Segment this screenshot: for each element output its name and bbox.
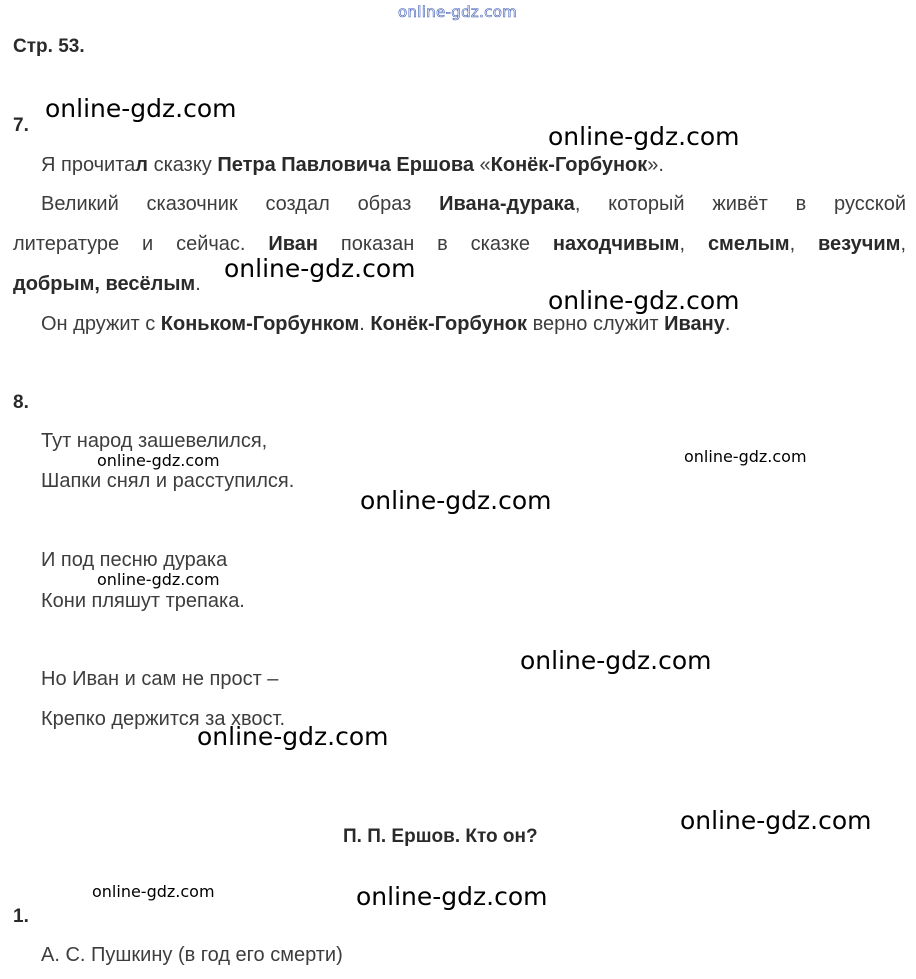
page-reference: Стр. 53. [13, 36, 85, 57]
task-8-number: 8. [13, 392, 29, 413]
poem-line: Шапки снял и расступился. [41, 470, 295, 492]
watermark: online-gdz.com [97, 570, 220, 589]
word: русской [834, 193, 906, 215]
word-group [818, 233, 906, 255]
watermark: online-gdz.com [684, 447, 807, 466]
word: который [608, 193, 685, 215]
task-1-answer: А. С. Пушкину (в год его смерти) [41, 944, 343, 966]
text-fragment-bold: Ивану [664, 313, 725, 335]
watermark: online-gdz.com [45, 94, 237, 123]
watermark: online-gdz.com [356, 882, 548, 911]
word-group [708, 233, 795, 255]
watermark: online-gdz.com [97, 451, 220, 470]
watermark: online-gdz.com [92, 882, 215, 901]
comma: , [789, 233, 796, 255]
text-fragment: . [724, 313, 731, 335]
watermark: online-gdz.com [224, 254, 416, 283]
text-fragment-bold: добрым, весёлым [13, 273, 196, 295]
tale-title: Конёк-Горбунок [490, 154, 648, 176]
task-7-line-4 [13, 272, 201, 296]
text-fragment: Я прочита [41, 154, 136, 176]
word: в [795, 193, 807, 215]
text-fragment: верно служит [527, 313, 665, 335]
poem-line: Кони пляшут трепака. [41, 590, 245, 612]
word: сказочник [146, 193, 238, 215]
poem-line: И под песню дурака [41, 549, 228, 571]
poem-line: Крепко держится за хвост. [41, 708, 286, 730]
word-bold: Иван [268, 233, 318, 255]
watermark: online-gdz.com [360, 486, 552, 515]
word-bold: смелым [707, 233, 790, 255]
word-bold: Ивана-дурака [439, 193, 575, 215]
poem-line: Тут народ зашевелился, [41, 430, 268, 452]
text-fragment-bold: Коньком-Горбунком [160, 313, 360, 335]
word: живёт [712, 193, 768, 215]
watermark: online-gdz.com [520, 646, 712, 675]
word-bold: везучим [818, 233, 901, 255]
watermark-top: online-gdz.com [398, 3, 518, 21]
word: сказке [470, 233, 531, 255]
text-fragment: сказку [148, 154, 218, 176]
watermark: online-gdz.com [680, 806, 872, 835]
word: Великий [41, 193, 119, 215]
word: литературе [13, 233, 120, 255]
comma: , [900, 233, 906, 255]
text-fragment: Он дружит с [41, 313, 161, 335]
watermark: online-gdz.com [548, 286, 740, 315]
word: и [142, 233, 154, 255]
author-name: Петра Павловича Ершова [217, 154, 474, 176]
text-fragment-bold: л [135, 154, 149, 176]
task-7-line-2 [41, 192, 906, 216]
watermark: online-gdz.com [548, 122, 740, 151]
word: показан [340, 233, 415, 255]
word: создал [265, 193, 330, 215]
text-fragment: ». [647, 154, 664, 176]
text-fragment: . [359, 313, 371, 335]
word-group [553, 233, 685, 255]
text-fragment: « [473, 154, 491, 176]
task-7-number: 7. [13, 115, 29, 136]
word: сейчас. [176, 233, 246, 255]
poem-line: Но Иван и сам не прост – [41, 668, 279, 690]
task-7-line-3 [13, 232, 906, 256]
comma: , [679, 233, 686, 255]
task-1-number: 1. [13, 906, 29, 927]
task-7-line-1 [41, 153, 664, 177]
text-fragment: . [195, 273, 201, 295]
watermark: online-gdz.com [197, 722, 389, 751]
word: в [437, 233, 448, 255]
comma: , [574, 193, 581, 215]
section-title: П. П. Ершов. Кто он? [343, 826, 538, 847]
text-fragment-bold: Конёк-Горбунок [370, 313, 528, 335]
word: образ [357, 193, 412, 215]
word-group [439, 193, 580, 215]
word-bold: находчивым [552, 233, 680, 255]
